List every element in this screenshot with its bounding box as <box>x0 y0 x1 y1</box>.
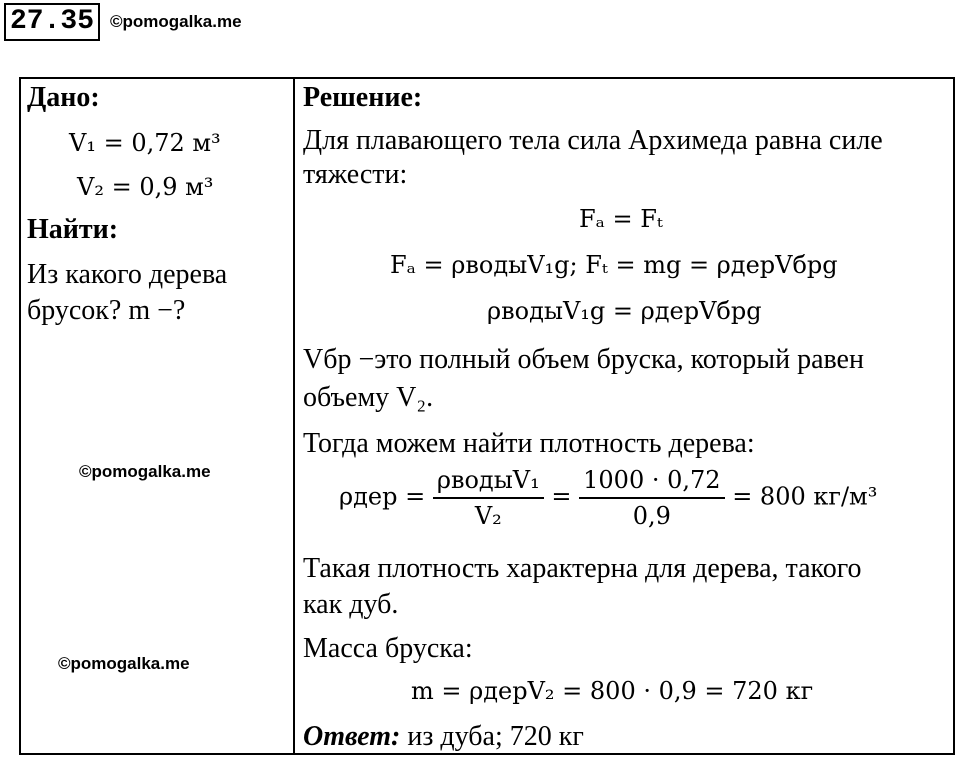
density-equation <box>339 463 877 533</box>
column-divider <box>293 79 295 753</box>
fraction-symbolic-numerator: ρводыV₁ <box>433 463 544 499</box>
solution-title: Решение: <box>303 82 423 113</box>
equation-2: Fₐ = ρводыV₁g; Fₜ = mg = ρдерVбрg <box>390 251 838 279</box>
paragraph-2-line-2: объему V₂. <box>303 382 434 413</box>
density-result: = 800 кг/м³ <box>732 482 878 511</box>
paragraph-5: Масса бруска: <box>303 633 473 664</box>
watermark-1: ©pomogalka.me <box>79 462 211 481</box>
paragraph-4-line-1: Такая плотность характерна для дерева, такого <box>303 553 862 584</box>
fraction-numeric-numerator: 1000 · 0,72 <box>579 463 724 499</box>
equation-5: m = ρдерV₂ = 800 · 0,9 = 720 кг <box>411 677 814 705</box>
paragraph-1-line-1: Для плавающего тела сила Архимеда равна силе <box>303 125 883 156</box>
problem-number: 27.35 <box>4 3 100 41</box>
paragraph-1-line-2: тяжести: <box>303 159 408 190</box>
solution-table <box>19 77 955 755</box>
paragraph-2-line-1: Vбр −это полный объем бруска, который равен <box>303 344 864 375</box>
answer-label: Ответ: <box>303 721 401 752</box>
given-v1: V₁ = 0,72 м³ <box>69 129 221 157</box>
density-equals: = <box>551 482 572 511</box>
find-line-2: брусок? m −? <box>27 295 186 326</box>
given-title: Дано: <box>27 82 100 113</box>
equation-1: Fₐ = Fₜ <box>579 205 663 233</box>
answer-line <box>303 721 584 753</box>
density-lhs: ρдер = <box>339 482 426 511</box>
given-v2: V₂ = 0,9 м³ <box>77 173 214 201</box>
find-line-1: Из какого дерева <box>27 259 228 290</box>
paragraph-4-line-2: как дуб. <box>303 589 399 620</box>
site-watermark: ©pomogalka.me <box>110 12 242 31</box>
fraction-symbolic <box>433 463 544 533</box>
fraction-symbolic-denominator: V₂ <box>474 502 502 530</box>
fraction-numeric <box>579 463 724 533</box>
find-title: Найти: <box>27 214 119 245</box>
fraction-numeric-denominator: 0,9 <box>632 502 671 530</box>
paragraph-3: Тогда можем найти плотность дерева: <box>303 428 755 459</box>
watermark-2: ©pomogalka.me <box>58 654 190 673</box>
answer-text: из дуба; 720 кг <box>400 721 584 752</box>
equation-3: ρводыV₁g = ρдерVбрg <box>487 297 762 325</box>
